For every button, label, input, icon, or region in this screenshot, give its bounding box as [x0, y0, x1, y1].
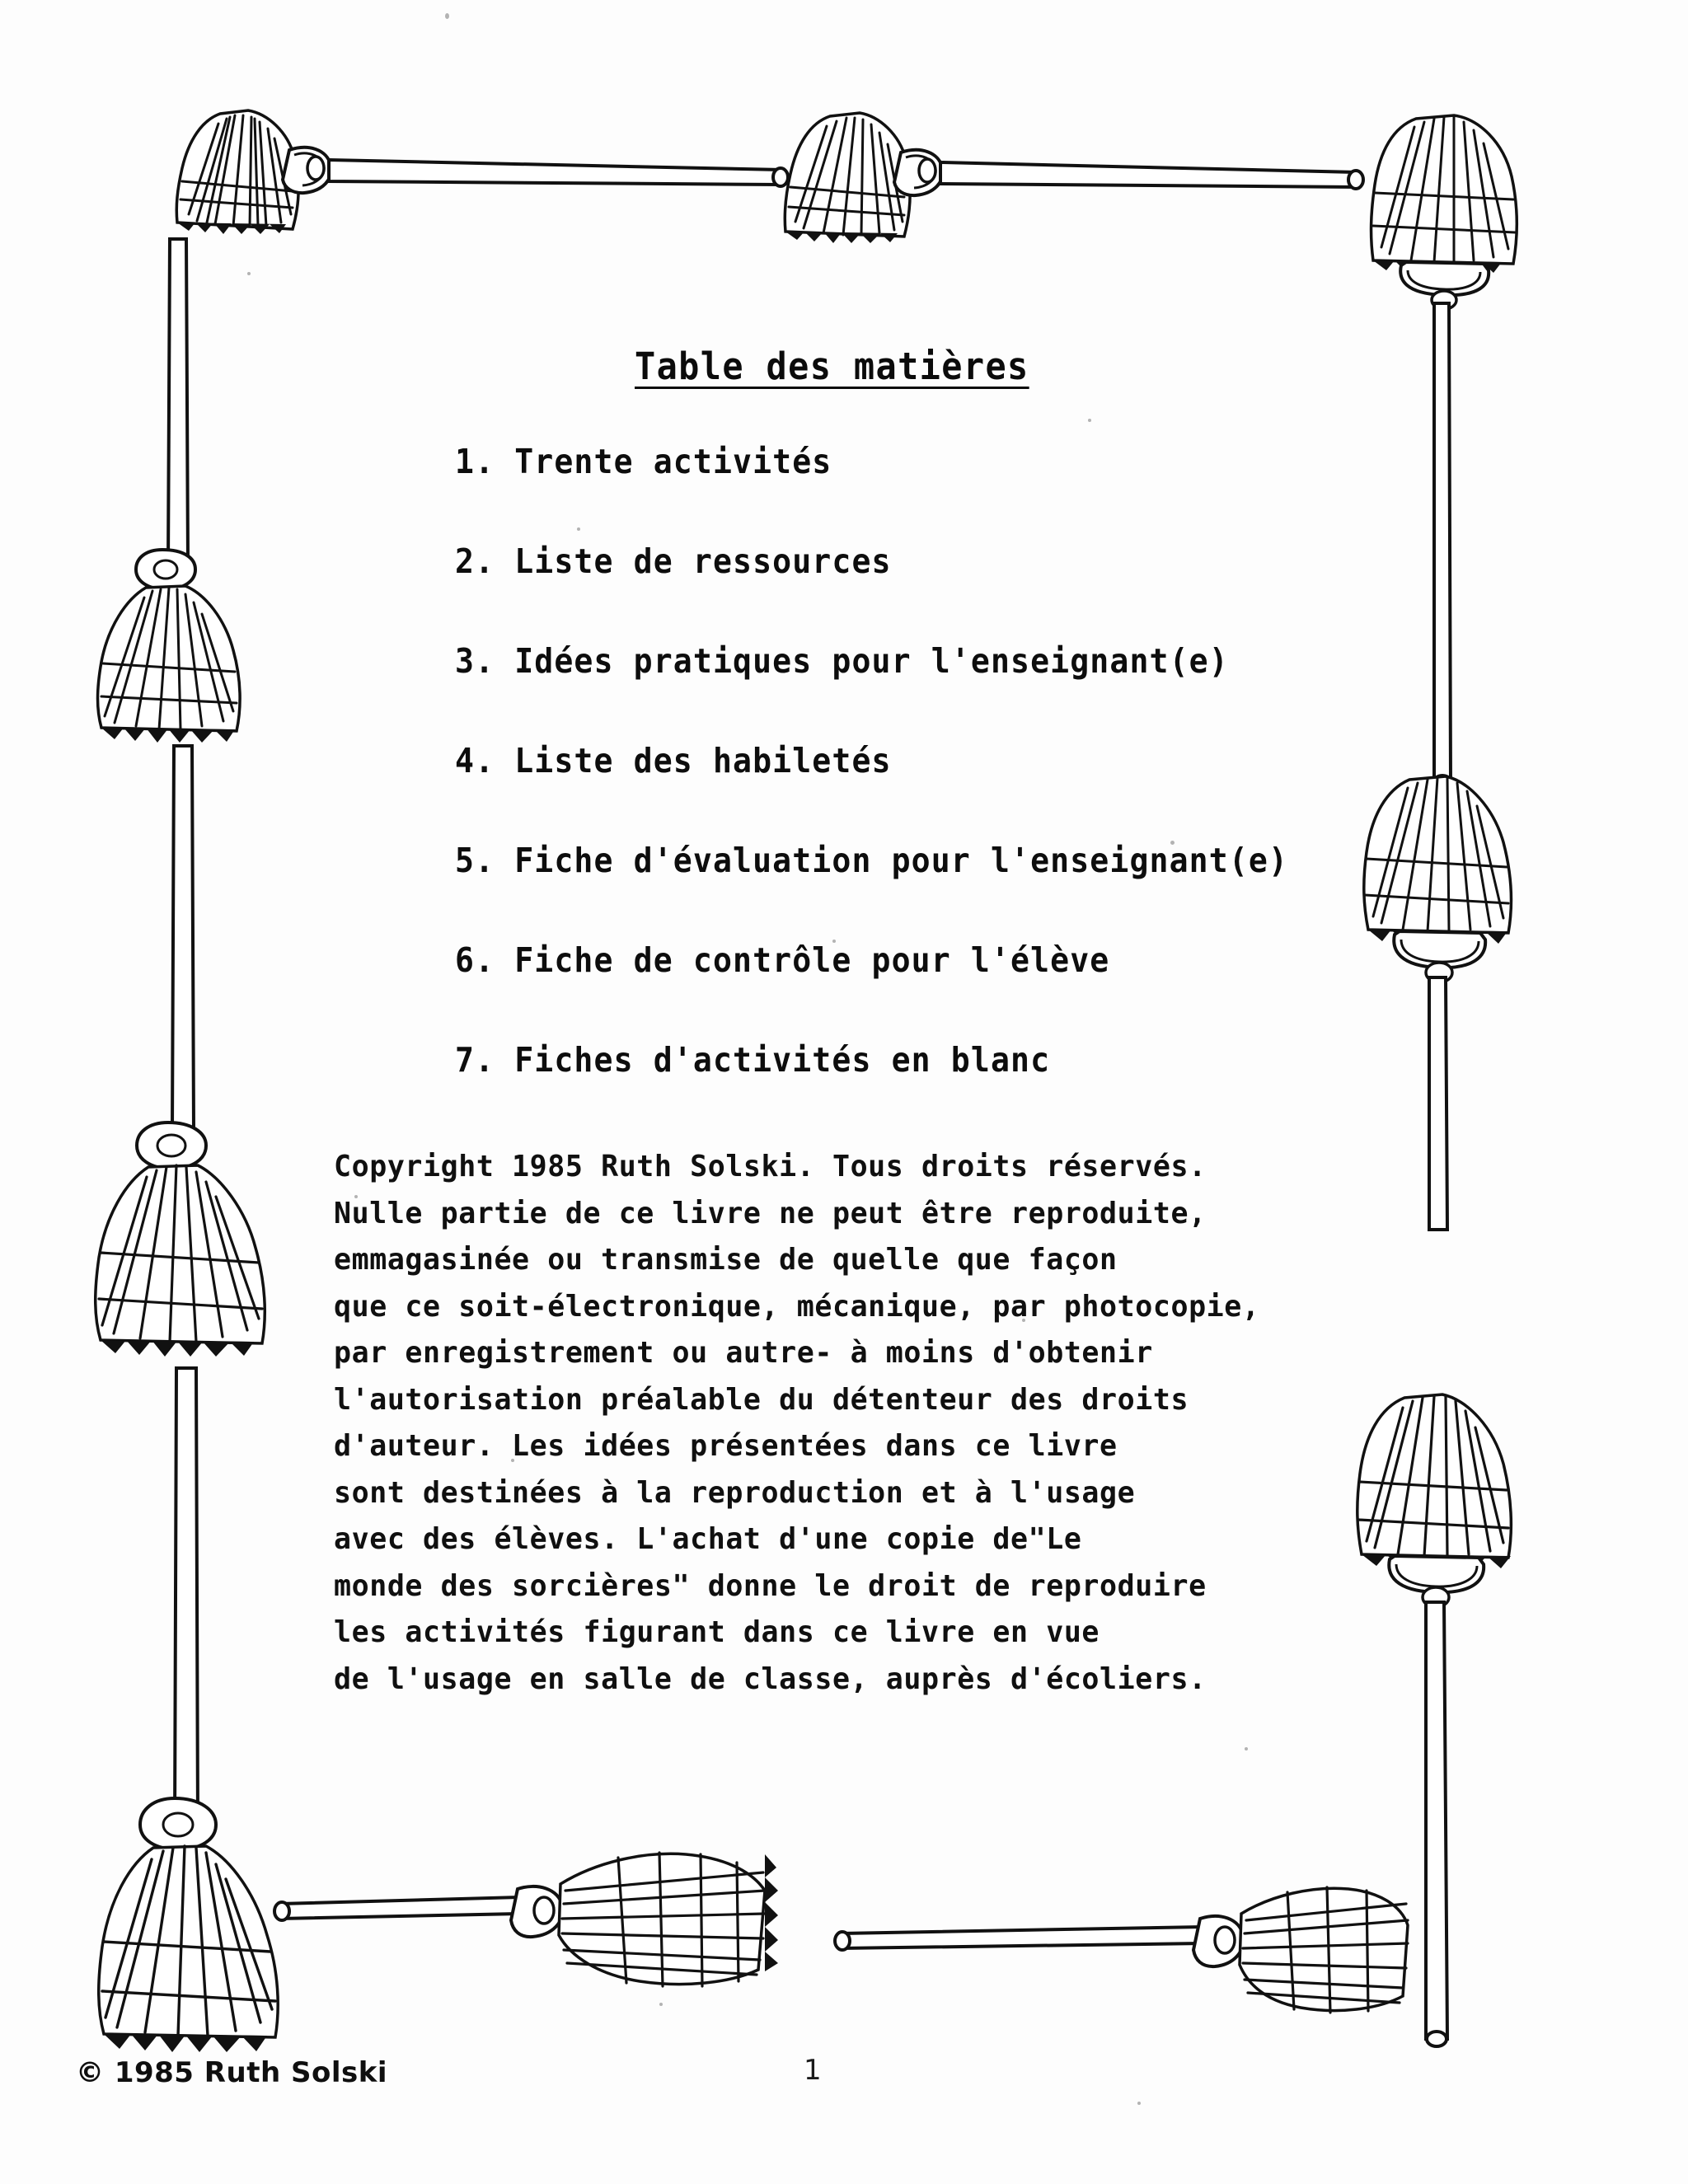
page-number: 1 [804, 2054, 822, 2087]
copyright-line: par enregistrement ou autre- à moins d'obtenir [334, 1336, 1153, 1370]
copyright-line: que ce soit-électronique, mécanique, par photocopie, [334, 1289, 1260, 1324]
copyright-notice [334, 1144, 1405, 1703]
copyright-line: d'auteur. Les idées présentées dans ce livre [334, 1429, 1118, 1463]
toc-item-6[interactable]: 6. Fiche de contrôle pour l'élève [455, 940, 1110, 980]
copyright-line: de l'usage en salle de classe, auprès d'écoliers. [334, 1661, 1207, 1696]
table-of-contents-list [455, 442, 1444, 1143]
copyright-line: Nulle partie de ce livre ne peut être reproduite, [334, 1196, 1207, 1230]
copyright-line: monde des sorcières" donne le droit de reproduire [334, 1568, 1207, 1603]
footer-copyright: © 1985 Ruth Solski [76, 2056, 387, 2089]
copyright-line: les activités figurant dans ce livre en vue [334, 1615, 1100, 1649]
toc-item-4[interactable]: 4. Liste des habiletés [455, 741, 892, 780]
toc-item-7[interactable]: 7. Fiches d'activités en blanc [455, 1040, 1051, 1080]
copyright-line: avec des élèves. L'achat d'une copie de"Le [334, 1522, 1082, 1556]
copyright-line: Copyright 1985 Ruth Solski. Tous droits réservés. [334, 1150, 1207, 1183]
copyright-line: emmagasinée ou transmise de quelle que façon [334, 1243, 1118, 1277]
toc-item-2[interactable]: 2. Liste de ressources [455, 541, 892, 581]
toc-item-3[interactable]: 3. Idées pratiques pour l'enseignant(e) [455, 641, 1229, 681]
toc-item-1[interactable]: 1. Trente activités [455, 442, 832, 481]
toc-item-5[interactable]: 5. Fiche d'évaluation pour l'enseignant(e) [455, 841, 1289, 880]
copyright-line: sont destinées à la reproduction et à l'usage [334, 1475, 1136, 1510]
page-title: Table des matières [635, 344, 1029, 388]
copyright-line: l'autorisation préalable du détenteur des droits [334, 1382, 1189, 1417]
